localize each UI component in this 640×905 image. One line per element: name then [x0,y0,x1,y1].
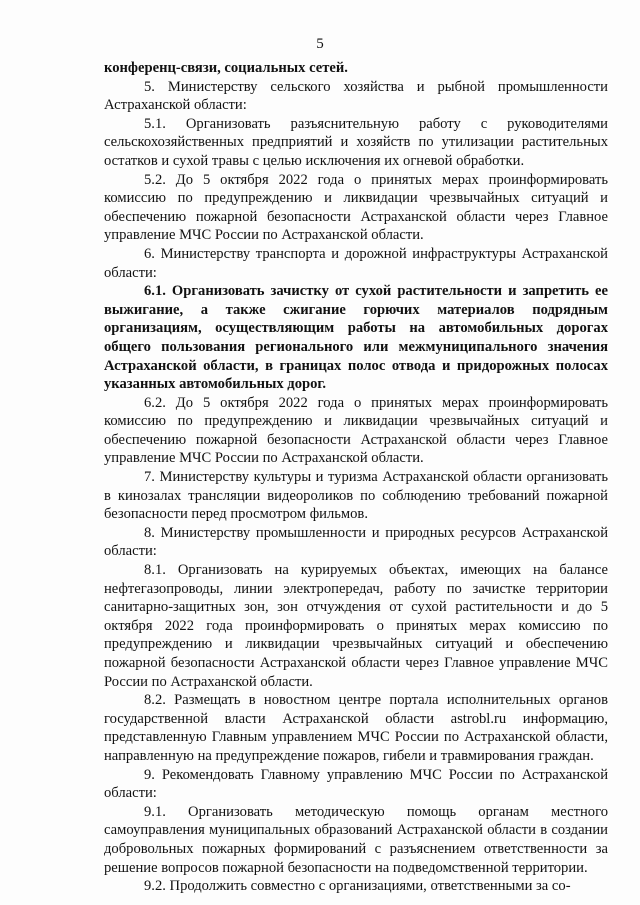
paragraph: конференц-связи, социальных сетей. [104,60,348,76]
paragraph: 5.2. До 5 октября 2022 года о принятых мерах проинформировать комиссию по предупреждению и ликвидации чрезвычайных ситуаций и обеспечению пожарной безопасности Астраханской области через Главное управление МЧС России по Астраханской области. [104,171,608,244]
paragraph: 6.2. До 5 октября 2022 года о принятых мерах проинформировать комиссию по предупреждению и ликвидации чрезвычайных ситуаций и обеспечению пожарной безопасности Астраханской области через Главное управление МЧС России по Астраханской области. [104,394,608,467]
paragraph: 9. Рекомендовать Главному управлению МЧС России по Астраханской области: [104,766,608,802]
paragraph: 9.1. Организовать методическую помощь органам местного самоуправления муниципальных образований Астраханской области в создании добровольных пожарных формирований с разъяснением ответственности за решение вопросов пожарной безопасности на подведомственной территории. [104,803,608,876]
paragraph: 8.1. Организовать на курируемых объектах, имеющих на балансе нефтегазопроводы, линии электропередач, работу по зачистке территории санитарно-защитных зон, зон отчуждения от сухой растительности и до 5 октября 2022 года проинформировать о принятых мерах комиссию по предупреждению и ликвидации чрезвычайных ситуаций и обеспечению пожарной безопасности Астраханской области через Главное управление МЧС России по Астраханской области. [104,562,608,690]
paragraph: 6. Министерству транспорта и дорожной инфраструктуры Астраханской области: [104,245,608,281]
paragraph: 8. Министерству промышленности и природных ресурсов Астраханской области: [104,524,608,560]
paragraph: 5.1. Организовать разъяснительную работу с руководителями сельскохозяйственных предприятий и хозяйств по утилизации растительных остатков и сухой травы с целью исключения их огневой обработки. [104,115,608,169]
paragraph: 9.2. Продолжить совместно с организациями, ответственными за со- [144,878,571,895]
paragraph: 5. Министерству сельского хозяйства и рыбной промышленности Астраханской области: [104,78,608,114]
paragraph: 8.2. Размещать в новостном центре портала исполнительных органов государственной власти Астраханской области astrobl.ru информацию, представленную Главным управлением МЧС России по Астраханской области, направленную на предупреждение пожаров, гибели и травмирования граждан. [104,692,608,764]
document-body [104,59,608,896]
page-number: 5 [316,36,324,52]
paragraph: 7. Министерству культуры и туризма Астраханской области организовать в кинозалах трансляции видеороликов по соблюдению требований пожарной безопасности перед просмотром фильмов. [104,469,608,523]
paragraph: 6.1. Организовать зачистку от сухой растительности и запретить ее выжигание, а также сжигание горючих материалов подрядным организациям, осуществляющим работы на автомобильных дорогах общего пользования регионального или межмуниципального значения Астраханской области, в границах полос отвода и придорожных полосах указанных автомобильных дорог. [104,283,608,393]
